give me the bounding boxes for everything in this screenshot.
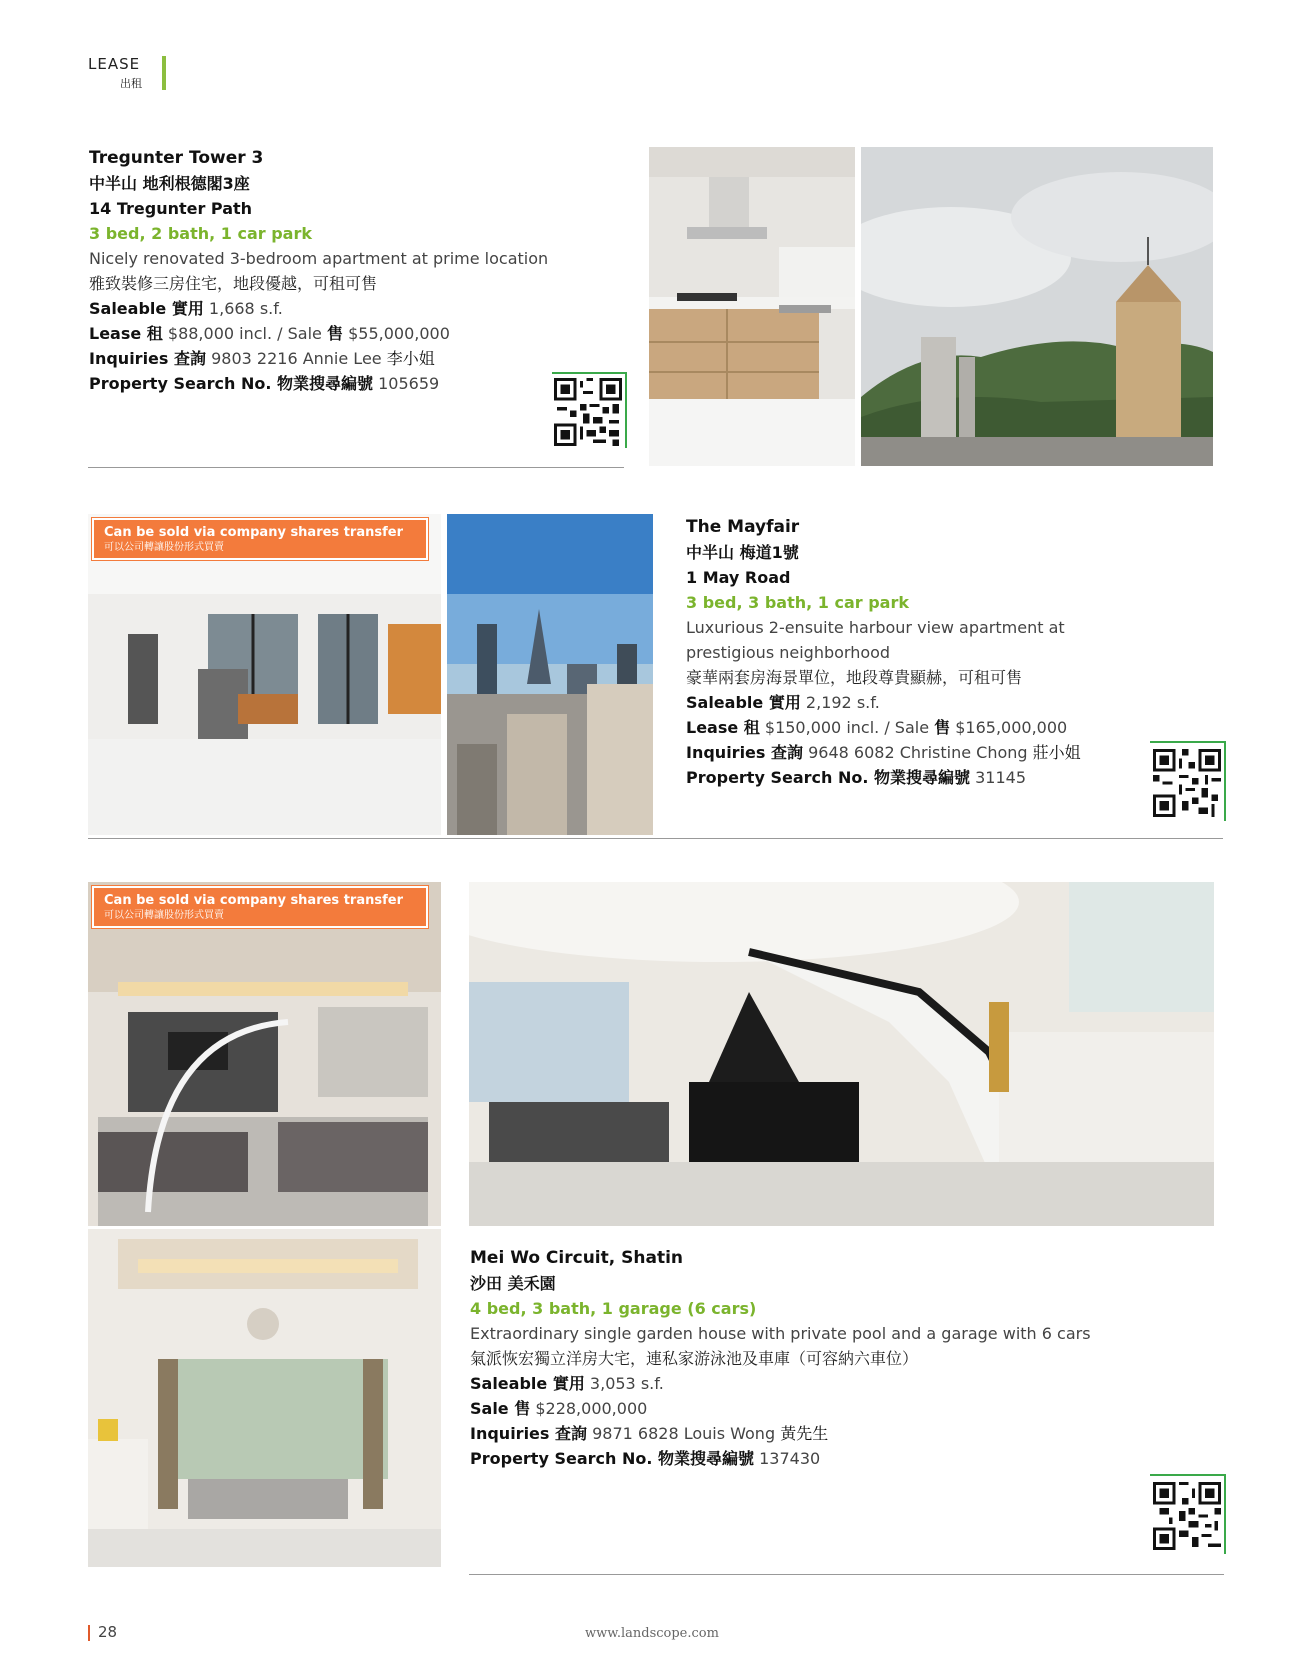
divider (88, 467, 624, 468)
listing-inquiries: Inquiries 查詢 9648 6082 Christine Chong 莊小姐 (686, 743, 1081, 762)
qr-code-icon[interactable] (1153, 1482, 1221, 1550)
listing-saleable: Saleable 實用 3,053 s.f. (470, 1374, 664, 1393)
listing-rooms: 3 bed, 3 bath, 1 car park (686, 593, 909, 612)
page-number-accent (88, 1625, 90, 1641)
section-title-zh: 出租 (120, 77, 142, 90)
listing-price: Lease 租 $88,000 incl. / Sale 售 $55,000,000 (89, 324, 450, 343)
listing-rooms: 3 bed, 2 bath, 1 car park (89, 224, 312, 243)
listing-tregunter (89, 146, 609, 396)
listing-inquiries: Inquiries 查詢 9871 6828 Louis Wong 黃先生 (470, 1424, 829, 1443)
listing-desc-en-2: prestigious neighborhood (686, 643, 891, 662)
listing-title: The Mayfair (686, 517, 800, 537)
harbour-view-photo (447, 514, 653, 835)
listing-name-zh: 中半山 梅道1號 (686, 543, 799, 562)
listing-desc-en-1: Luxurious 2-ensuite harbour view apartment at (686, 618, 1065, 637)
listing-saleable: Saleable 實用 2,192 s.f. (686, 693, 880, 712)
qr-frame (1150, 741, 1226, 821)
listing-title: Mei Wo Circuit, Shatin (470, 1248, 684, 1268)
qr-code-icon[interactable] (1153, 749, 1221, 817)
qr-frame (552, 372, 627, 448)
section-accent-bar (162, 56, 166, 90)
listing-rooms: 4 bed, 3 bath, 1 garage (6 cars) (470, 1299, 757, 1318)
listing-search-no: Property Search No. 物業搜尋編號 31145 (686, 768, 1026, 787)
listing-desc-zh: 豪華兩套房海景單位，地段尊貴顯赫，可租可售 (686, 668, 1023, 687)
kitchen-photo (649, 147, 855, 466)
skyline-view-photo (861, 147, 1213, 466)
listing-search-no: Property Search No. 物業搜尋編號 105659 (89, 374, 440, 393)
dining-room-photo (88, 1229, 441, 1567)
section-title-en: LEASE (88, 55, 141, 73)
website-link[interactable]: www.landscope.com (585, 1626, 719, 1641)
qr-code-icon[interactable] (554, 378, 622, 446)
living-room-photo (88, 514, 441, 835)
listing-desc-zh: 雅致裝修三房住宅，地段優越，可租可售 (89, 274, 378, 293)
divider (88, 838, 1223, 839)
listing-name-zh: 沙田 美禾園 (470, 1274, 556, 1293)
listing-address: 14 Tregunter Path (89, 199, 253, 218)
divider (469, 1574, 1224, 1575)
listing-desc-en: Nicely renovated 3-bedroom apartment at prime location (89, 249, 549, 268)
qr-frame (1150, 1474, 1226, 1554)
listing-title: Tregunter Tower 3 (89, 148, 264, 168)
family-room-photo (88, 882, 441, 1226)
shares-transfer-badge: Can be sold via company shares transfer 可以公司轉讓股份形式買賣 (92, 886, 428, 928)
staircase-piano-photo (469, 882, 1214, 1226)
listing-desc-zh: 氣派恢宏獨立洋房大宅，連私家游泳池及車庫（可容納六車位） (470, 1349, 919, 1368)
listing-saleable: Saleable 實用 1,668 s.f. (89, 299, 283, 318)
listing-mei-wo-circuit (470, 1246, 1210, 1471)
listing-search-no: Property Search No. 物業搜尋編號 137430 (470, 1449, 821, 1468)
page-number: 28 (98, 1623, 118, 1641)
listing-inquiries: Inquiries 查詢 9803 2216 Annie Lee 李小姐 (89, 349, 435, 368)
listing-mayfair (686, 515, 1126, 790)
listing-price: Lease 租 $150,000 incl. / Sale 售 $165,000,000 (686, 718, 1068, 737)
listing-price: Sale 售 $228,000,000 (470, 1399, 648, 1418)
listing-address: 1 May Road (686, 568, 791, 587)
listing-name-zh: 中半山 地利根德閣3座 (89, 174, 250, 193)
listing-desc-en: Extraordinary single garden house with private pool and a garage with 6 cars (470, 1324, 1091, 1343)
shares-transfer-badge: Can be sold via company shares transfer 可以公司轉讓股份形式買賣 (92, 518, 428, 560)
